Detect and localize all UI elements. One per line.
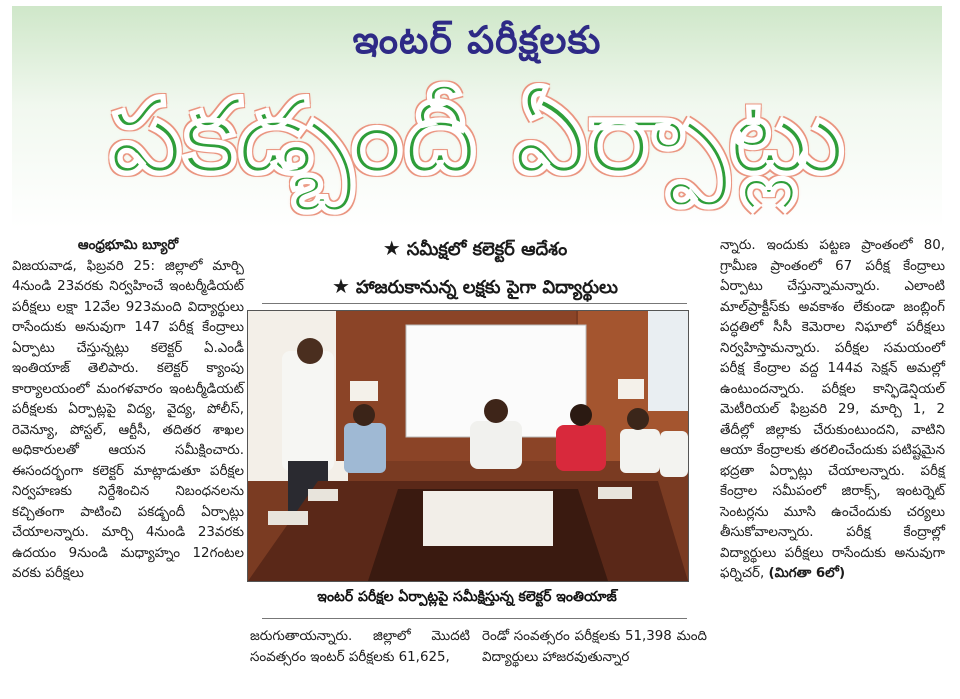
subhead-1: ★ సమీక్షలో కలెక్టర్ ఆదేశం	[382, 236, 568, 260]
column-3-text: రెండో సంవత్సరం పరీక్షలకు 51,398 మంది విద్యార్థులు హాజరవుతున్నార	[482, 629, 707, 665]
headline-text: పకడ్బందీ ఏర్పాట్లు	[108, 75, 846, 197]
column-2-text: జరుగుతాయన్నారు. జిల్లాలో మొదటి సంవత్సరం ఇంటర్ పరీక్షలకు 61,625,	[250, 629, 470, 665]
star-icon: ★	[331, 274, 350, 298]
kicker-text: ఇంటర్ పరీక్షలకు	[352, 18, 602, 62]
column-4-text: న్నారు. ఇందుకు పట్టణ ప్రాంతంలో 80, గ్రామీణ ప్రాంతంలో 67 పరీక్ష కేంద్రాలు ఏర్పాటు చేస్తున్నామన్నారు. ఎలాంటి మాల్‌ప్రాక్టీస్‌కు అవకాశం లేకుండా జంబ్లింగ్ పద్ధతిలో సీసీ కెమెరాల నిఘాలో పరీక్షలు నిర్వహిస్తామన్నారు. పరీక్షల సమయంలో పరీక్ష కేంద్రాల వద్ద 144వ సెక్షన్ అమల్లో ఉంటుందన్నారు. పరీక్షల కాన్ఫిడెన్షియల్ మెటీరియల్ ఫిబ్రవరి 29, మార్చి 1, 2 తేదీల్లో జిల్లాకు చేరుకుంటుందని, వాటిని ఆయా కేంద్రాలకు తరలించేందుకు పటిష్టమైన భద్రతా ఏర్పాట్లు చేయాలన్నారు. పరీక్ష కేంద్రాల సమీపంలో జిరాక్స్, ఇంటర్నెట్ సెంటర్లను మూసి ఉంచేందుకు చర్యలు తీసుకోవాలన్నారు. పరీక్ష కేంద్రాల్లో విద్యార్థులు పరీక్షలు రాసేందుకు అనువుగా ఫర్నిచర్,	[720, 238, 945, 581]
star-icon: ★	[382, 236, 401, 260]
meeting-room-illustration	[248, 311, 688, 581]
byline: ఆంధ్రభూమి బ్యూరో	[77, 238, 179, 253]
subhead-divider	[262, 303, 687, 304]
caption-divider	[262, 618, 687, 619]
article-column-3	[482, 627, 707, 668]
continued-marker: (మిగతా 6లో)	[768, 566, 846, 581]
article-column-2	[250, 627, 470, 668]
article-column-4	[720, 236, 945, 585]
subhead-2: ★ హాజరుకానున్న లక్షకు పైగా విద్యార్థులు	[331, 274, 619, 298]
meeting-photo	[247, 310, 689, 582]
article-column-1	[12, 236, 244, 585]
headline-banner	[12, 6, 942, 228]
column-1-text: విజయవాడ, ఫిబ్రవరి 25: జిల్లాలో మార్చి 4నుండి 23వరకు నిర్వహించే ఇంటర్మీడియట్ పరీక్షలు లక్షా 12వేల 923మంది విద్యార్థులు రాసేందుకు అనువుగా 147 పరీక్ష కేంద్రాలు ఏర్పాటు చేస్తున్నట్లు కలెక్టర్ ఏ.ఎండీ ఇంతియాజ్ తెలిపారు. కలెక్టర్ క్యాంపు కార్యాలయంలో మంగళవారం ఇంటర్మీడియట్ పరీక్షలకు ఏర్పాట్లపై విద్య, వైద్య, పోలీస్, రెవెన్యూ, పోస్టల్, ఆర్టీసీ, తదితర శాఖల అధికారులతో ఆయన సమీక్షించారు. ఈసందర్భంగా కలెక్టర్ మాట్లాడుతూ పరీక్షల నిర్వహణకు నిర్దేశించిన నిబంధనలను కచ్చితంగా పాటించి పకడ్బందీ ఏర్పాట్లు చేయాలన్నారు. మార్చి 4నుండి 23వరకు ఉదయం 9నుండి మధ్యాహ్నం 12గంటల వరకు పరీక్షలు	[12, 258, 244, 581]
subheads	[265, 230, 685, 306]
photo-caption: ఇంటర్ పరీక్షల ఏర్పాట్లపై సమీక్షిస్తున్న కలెక్టర్ ఇంతియాజ్	[317, 589, 617, 605]
